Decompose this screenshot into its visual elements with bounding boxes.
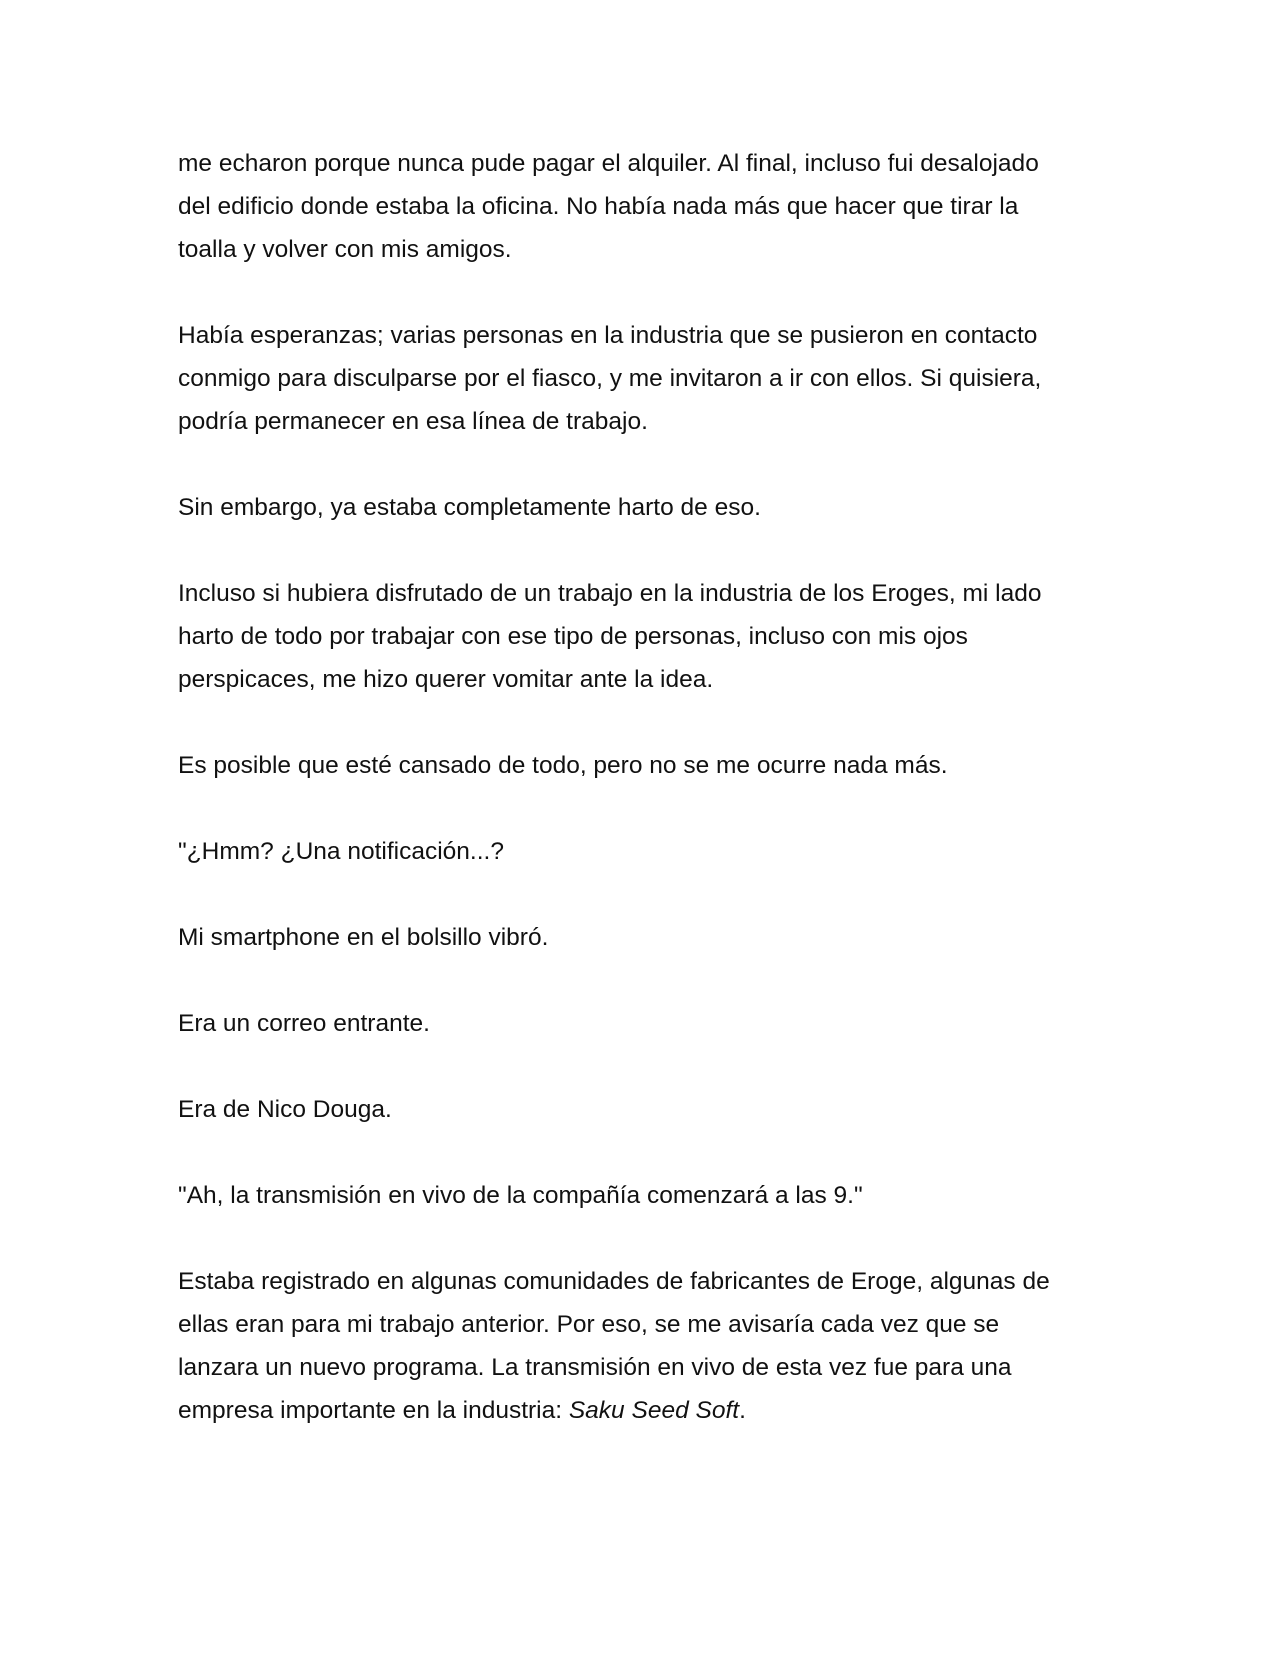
paragraph-4: Incluso si hubiera disfrutado de un trabajo en la industria de los Eroges, mi lado harto de todo por trabajar con ese tipo de personas, incluso con mis ojos perspicaces, me hizo querer vomitar ante la idea. (178, 580, 1042, 693)
paragraph-9: Era de Nico Douga. (178, 1096, 392, 1123)
paragraph-11-text: Estaba registrado en algunas comunidades de fabricantes de Eroge, algunas de ellas eran para mi trabajo anterior. Por eso, se me avisaría cada vez que se lanzara un nuevo programa. La transmisión en vivo de esta vez fue para una empresa importante en la industria: (178, 1268, 1050, 1424)
paragraph-11 (178, 1260, 1078, 1432)
paragraph-5: Es posible que esté cansado de todo, pero no se me ocurre nada más. (178, 752, 948, 779)
paragraph-1: me echaron porque nunca pude pagar el alquiler. Al final, incluso fui desalojado del edificio donde estaba la oficina. No había nada más que hacer que tirar la toalla y volver con mis amigos. (178, 150, 1039, 263)
paragraph-6: "¿Hmm? ¿Una notificación...? (178, 838, 504, 865)
paragraph-3: Sin embargo, ya estaba completamente harto de eso. (178, 494, 761, 521)
paragraph-7: Mi smartphone en el bolsillo vibró. (178, 924, 549, 951)
paragraph-10: "Ah, la transmisión en vivo de la compañía comenzará a las 9." (178, 1182, 863, 1209)
document-page (178, 142, 1078, 1432)
paragraph-2: Había esperanzas; varias personas en la industria que se pusieron en contacto conmigo para disculparse por el fiasco, y me invitaron a ir con ellos. Si quisiera, podría permanecer en esa línea de trabajo. (178, 322, 1042, 435)
company-name: Saku Seed Soft (568, 1397, 740, 1424)
paragraph-11-tail: . (739, 1397, 746, 1424)
paragraph-8: Era un correo entrante. (178, 1010, 430, 1037)
